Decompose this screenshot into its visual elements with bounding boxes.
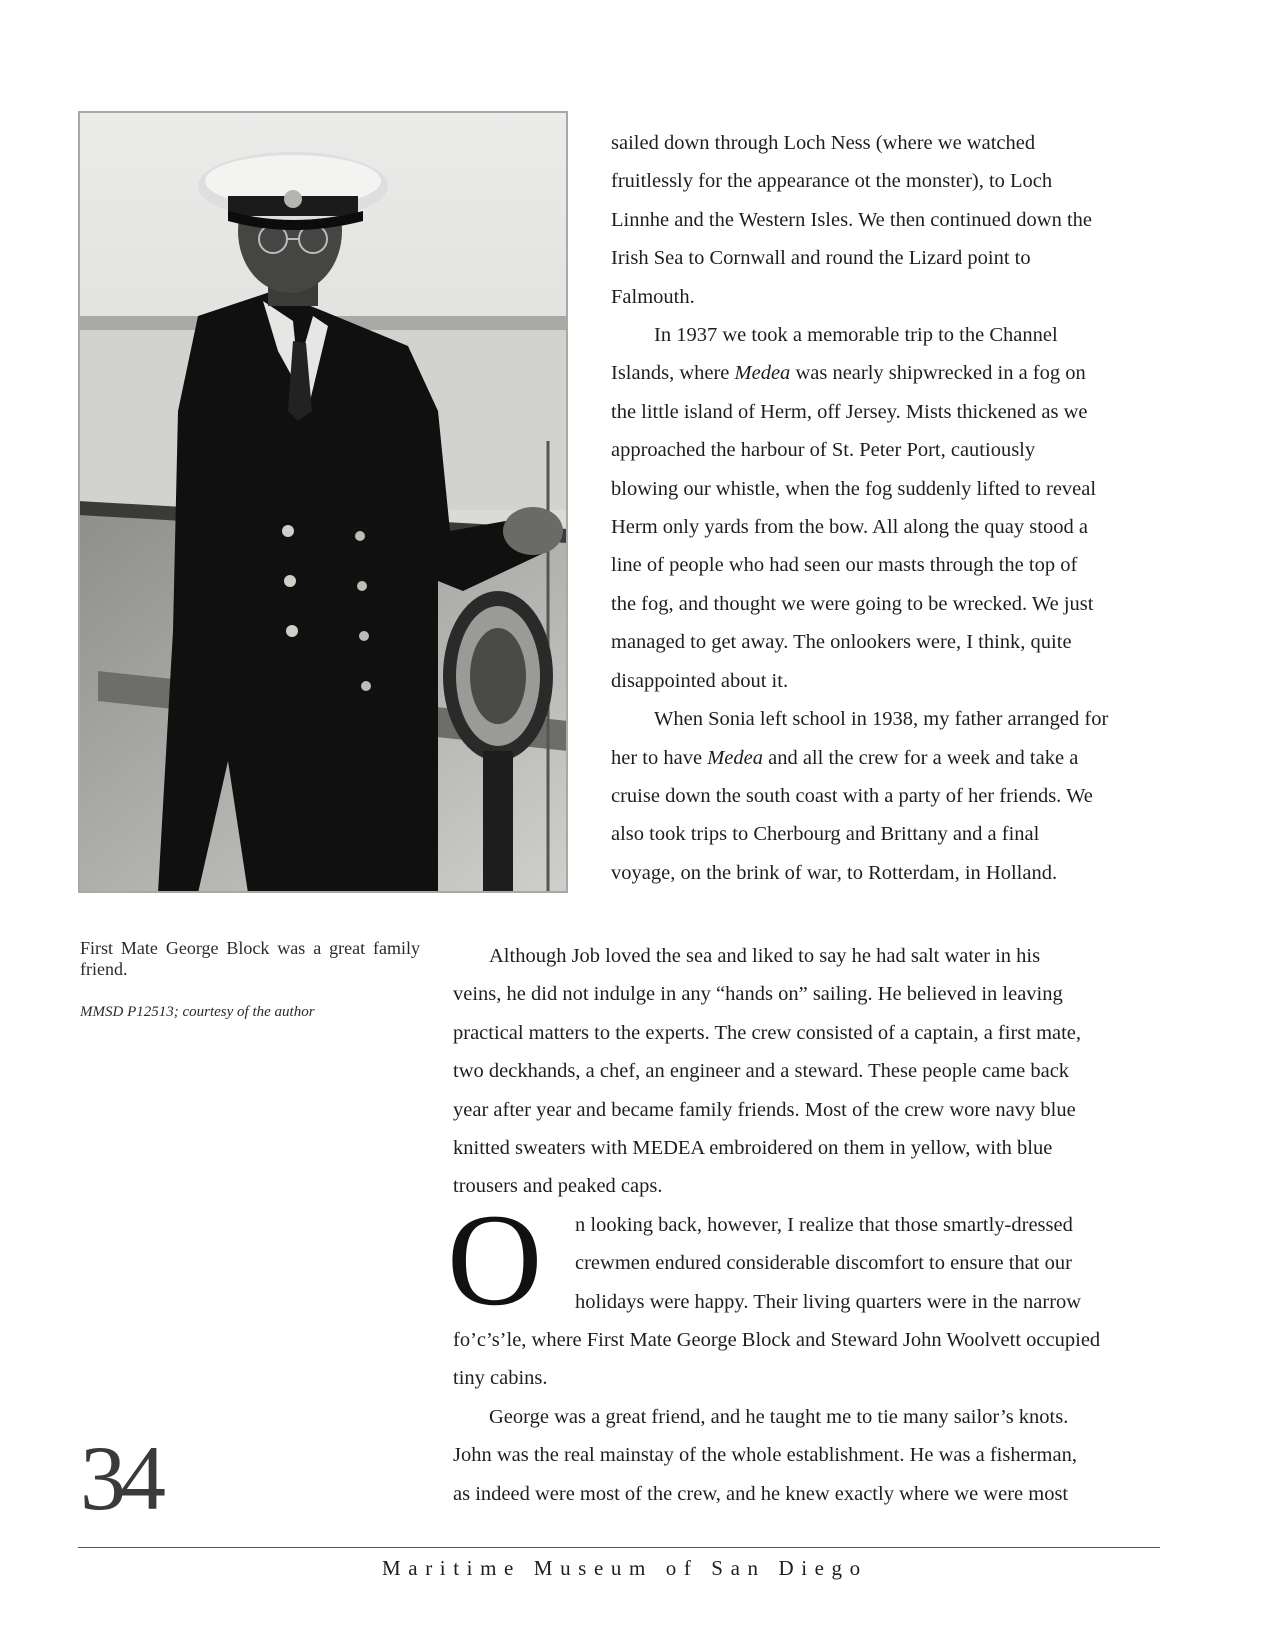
- text-fragment: and all the crew for a week and take a: [762, 746, 1079, 769]
- text-line: sailed down through Loch Ness (where we watched: [611, 132, 1036, 154]
- text-line: Although Job loved the sea and liked to say he had salt water in his: [489, 945, 1041, 967]
- text-line: year after year and became family friends. Most of the crew wore navy blue: [453, 1098, 1076, 1121]
- drop-cap: O: [447, 1185, 543, 1333]
- footer-rule: [78, 1547, 1160, 1548]
- footer-publication: Maritime Museum of San Diego: [382, 1556, 868, 1580]
- text-line: When Sonia left school in 1938, my father arranged for: [654, 708, 1109, 731]
- text-line: knitted sweaters with MEDEA embroidered on them in yellow, with blue: [453, 1137, 1053, 1160]
- photo-credit: MMSD P12513; courtesy of the author: [80, 1004, 315, 1020]
- text-line: disappointed about it.: [611, 669, 789, 692]
- text-fragment: was nearly shipwrecked in a fog on: [790, 362, 1086, 385]
- text-line: approached the harbour of St. Peter Port, cautiously: [611, 439, 1036, 462]
- text-line: n looking back, however, I realize that those smartly-dressed: [575, 1213, 1073, 1236]
- text-line: voyage, on the brink of war, to Rotterdam, in Holland.: [611, 861, 1058, 884]
- text-line: also took trips to Cherbourg and Brittany and a final: [611, 823, 1040, 846]
- text-line: Irish Sea to Cornwall and round the Lizard point to: [611, 247, 1031, 270]
- text-line: line of people who had seen our masts through the top of: [611, 554, 1078, 577]
- text-line: veins, he did not indulge in any “hands on” sailing. He believed in leaving: [453, 983, 1063, 1006]
- text-line: managed to get away. The onlookers were, I think, quite: [611, 631, 1072, 654]
- text-line: John was the real mainstay of the whole establishment. He was a fisherman,: [453, 1444, 1077, 1467]
- text-line: as indeed were most of the crew, and he knew exactly where we were most: [453, 1482, 1069, 1505]
- text-line: In 1937 we took a memorable trip to the Channel: [654, 324, 1058, 347]
- text-line: George was a great friend, and he taught me to tie many sailor’s knots.: [489, 1405, 1069, 1428]
- text-line: two deckhands, a chef, an engineer and a steward. These people came back: [453, 1060, 1070, 1083]
- text-fragment: Islands, where: [611, 362, 735, 385]
- text-line: fruitlessly for the appearance ot the monster), to Loch: [611, 170, 1053, 193]
- text-line: Herm only yards from the bow. All along the quay stood a: [611, 516, 1088, 539]
- text-line: the little island of Herm, off Jersey. Mists thickened as we: [611, 400, 1088, 423]
- main-column-text: [447, 937, 1173, 1513]
- text-line: [611, 354, 1171, 392]
- page-number: 34: [80, 1427, 160, 1529]
- ship-name: Medea: [734, 362, 791, 385]
- text-fragment: her to have: [611, 746, 708, 769]
- text-line: the fog, and thought we were going to be wrecked. We just: [611, 592, 1094, 615]
- text-line: tiny cabins.: [453, 1367, 548, 1390]
- text-line: practical matters to the experts. The crew consisted of a captain, a first mate,: [453, 1021, 1082, 1044]
- photo-caption: First Mate George Block was a great family friend.: [80, 938, 420, 979]
- text-line: blowing our whistle, when the fog suddenly lifted to reveal: [611, 477, 1097, 500]
- first-mate-photo: [78, 111, 568, 893]
- text-line: [611, 739, 1171, 777]
- text-line: cruise down the south coast with a party of her friends. We: [611, 784, 1093, 807]
- text-line: trousers and peaked caps.: [453, 1175, 663, 1198]
- text-line: fo’c’s’le, where First Mate George Block and Steward John Woolvett occupied: [453, 1329, 1101, 1352]
- text-line: Falmouth.: [611, 285, 695, 308]
- ship-name: Medea: [707, 746, 763, 769]
- text-line: crewmen endured considerable discomfort to ensure that our: [575, 1252, 1072, 1275]
- text-line: Linnhe and the Western Isles. We then continued down the: [611, 208, 1092, 231]
- text-line: holidays were happy. Their living quarters were in the narrow: [575, 1290, 1082, 1313]
- first-mate-portrait-illustration: [78, 111, 568, 893]
- right-column-text: [611, 124, 1171, 892]
